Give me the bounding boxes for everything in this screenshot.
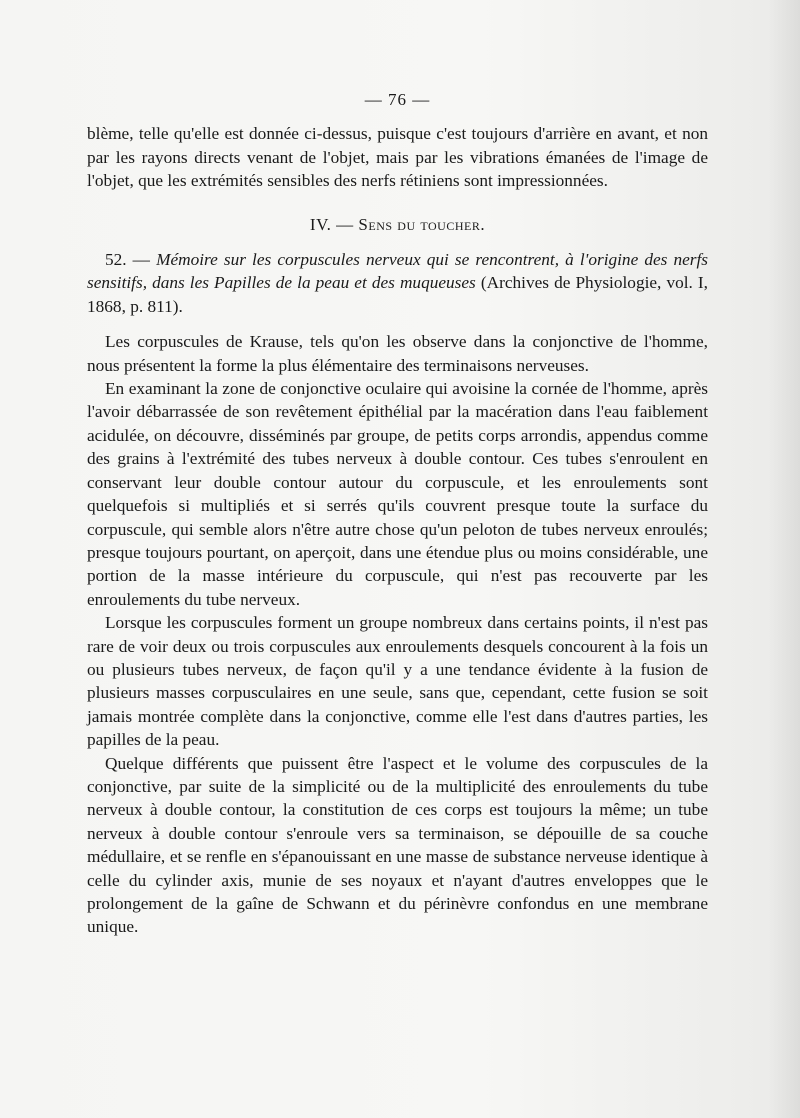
section-heading bbox=[87, 213, 708, 236]
paragraph-groups: Lorsque les corpuscules forment un groupe nombreux dans certains points, il n'est pas rare de voir deux ou trois corpuscules aux enroulements desquels concourent à la fois un ou plusieurs tubes nerveux, de façon qu'il y a une tendance évidente à la fusion de plusieurs masses corpusculaires en une seule, sans que, cependant, cette fusion se soit jamais montrée complète dans la conjonctive, comme elle l'est dans d'autres parties, les papilles de la peau. bbox=[87, 613, 708, 750]
entry-number: 52. — bbox=[105, 250, 150, 270]
intro-paragraph: blème, telle qu'elle est donnée ci-dessus, puisque c'est toujours d'arrière en avant, et non par les rayons directs venant de l'objet, mais par les vibrations émanées de l'image de l'objet, que les extrémités sensibles des nerfs rétiniens sont impressionnées. bbox=[87, 124, 708, 191]
paragraph-examination: En examinant la zone de conjonctive oculaire qui avoisine la cornée de l'homme, après l'avoir débarrassée de son revêtement épithélial par la macération dans l'eau faiblement acidulée, on découvre, disséminés par groupe, de petits corps arrondis, appendus comme des grains à l'extrémité des tubes nerveux à double contour. Ces tubes s'enroulent en conservant leur double contour autour du corpuscule, et les enroulements sont quelquefois si multipliés et si serrés qu'ils couvrent presque toute la surface du corpuscule, qui semble alors n'être autre chose qu'un peloton de tubes nerveux enroulés; presque toujours pourtant, on aperçoit, dans une étendue plus ou moins considérable, une portion de la masse intérieure du corpuscule, qui n'est pas recouverte par les enroulements du tube nerveux. bbox=[87, 379, 708, 609]
page-body bbox=[87, 88, 708, 939]
entry-citation: (Archives de Physiologie, vol. I, 1868, p. 811). bbox=[87, 273, 708, 316]
paragraph-constitution: Quelque différents que puissent être l'aspect et le volume des corpuscules de la conjonctive, par suite de la simplicité ou de la multiplicité des enroulements du tube nerveux à double contour, la constitution de ces corps est toujours la même; un tube nerveux à double contour s'enroule vers sa terminaison, se dépouille de sa couche médullaire, et se renfle en s'épanouissant en une masse de substance nerveuse identique à celle du cylinder axis, munie de ses noyaux et n'ayant d'autres enveloppes que le prolongement de la gaîne de Schwann et du périnèvre confondus en une membrane unique. bbox=[87, 753, 708, 937]
section-number: IV. — bbox=[309, 214, 354, 234]
bibliography-entry bbox=[87, 248, 708, 318]
page-number: — 76 — bbox=[364, 90, 431, 109]
paragraph-krause: Les corpuscules de Krause, tels qu'on les observe dans la conjonctive de l'homme, nous présentent la forme la plus élémentaire des terminaisons nerveuses. bbox=[87, 332, 708, 375]
section-title: Sens du toucher. bbox=[358, 214, 486, 234]
entry-title: Mémoire sur les corpuscules nerveux qui se rencontrent, à l'origine des nerfs sensitifs, dans les Papilles de la peau et des muqueuses bbox=[87, 250, 709, 293]
